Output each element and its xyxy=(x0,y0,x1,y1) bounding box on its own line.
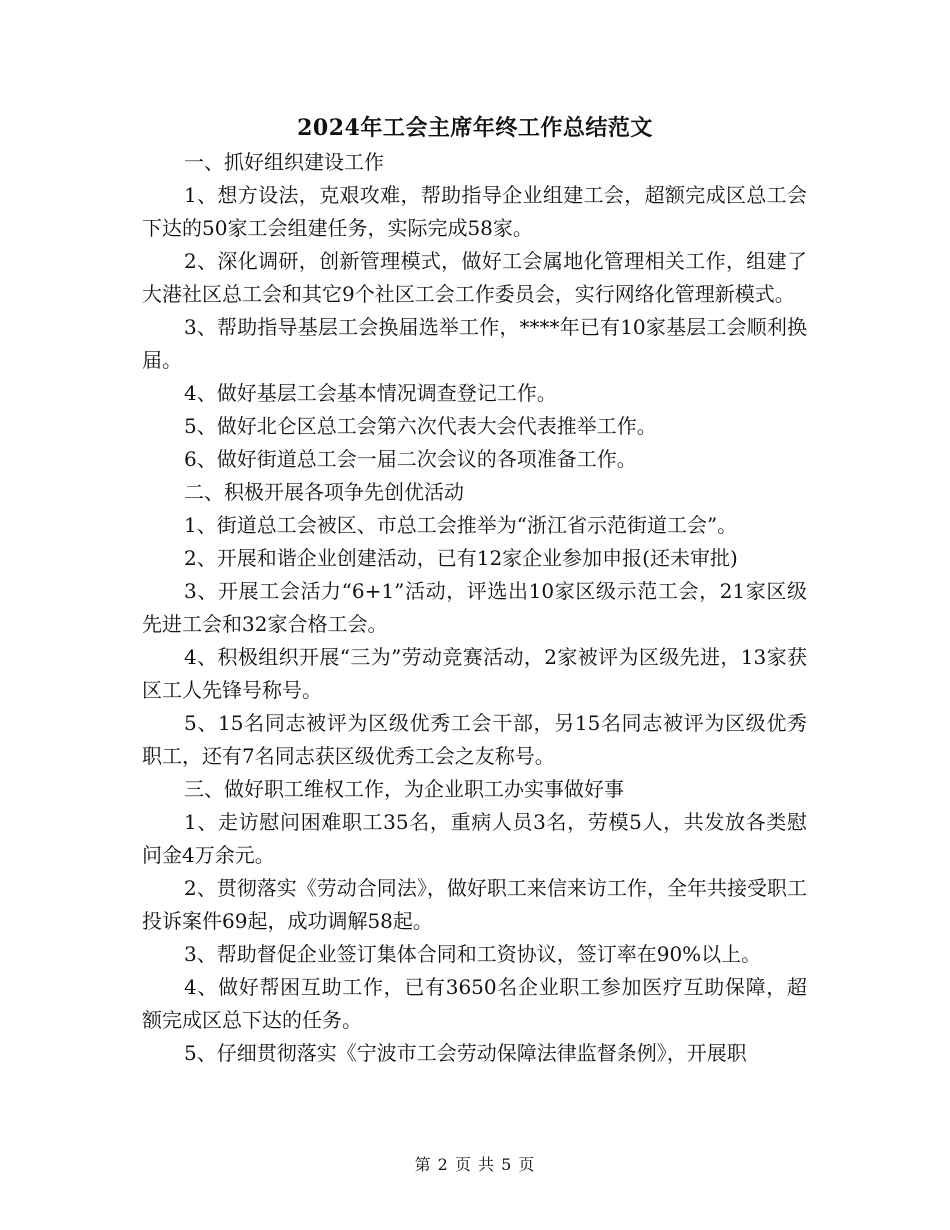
section-heading-2: 二、积极开展各项争先创优活动 xyxy=(184,480,464,504)
document-title: 2024年工会主席年终工作总结范文 xyxy=(297,115,653,141)
paragraph: 3、开展工会活力“6+1”活动，评选出10家区级示范工会，21家区级先进工会和32家合格工会。 xyxy=(142,579,807,636)
section-heading-1: 一、抓好组织建设工作 xyxy=(184,150,384,174)
paragraph: 3、帮助督促企业签订集体合同和工资协议，签订率在90%以上。 xyxy=(184,942,762,966)
paragraph: 5、做好北仑区总工会第六次代表大会代表推举工作。 xyxy=(184,414,657,438)
page-number-footer: 第 2 页 共 5 页 xyxy=(414,1155,536,1174)
paragraph: 1、走访慰问困难职工35名，重病人员3名，劳模5人，共发放各类慰问金4万余元。 xyxy=(142,810,807,867)
paragraph: 1、想方设法，克艰攻难，帮助指导企业组建工会，超额完成区总工会下达的50家工会组建任务，实际完成58家。 xyxy=(142,183,807,240)
paragraph: 6、做好街道总工会一届二次会议的各项准备工作。 xyxy=(184,447,637,471)
paragraph: 5、15名同志被评为区级优秀工会干部，另15名同志被评为区级优秀职工，还有7名同志获区级优秀工会之友称号。 xyxy=(142,711,807,768)
document-body xyxy=(142,146,807,1070)
paragraph: 4、做好帮困互助工作，已有3650名企业职工参加医疗互助保障，超额完成区总下达的任务。 xyxy=(142,975,807,1032)
paragraph: 5、仔细贯彻落实《宁波市工会劳动保障法律监督条例》，开展职 xyxy=(184,1041,747,1065)
paragraph: 3、帮助指导基层工会换届选举工作，****年已有10家基层工会顺利换届。 xyxy=(142,315,807,372)
paragraph: 4、做好基层工会基本情况调查登记工作。 xyxy=(184,381,557,405)
paragraph: 2、深化调研，创新管理模式，做好工会属地化管理相关工作，组建了大港社区总工会和其它9个社区工会工作委员会，实行网络化管理新模式。 xyxy=(142,249,807,306)
section-heading-3: 三、做好职工维权工作，为企业职工办实事做好事 xyxy=(184,777,624,801)
paragraph: 2、开展和谐企业创建活动，已有12家企业参加申报(还未审批) xyxy=(184,546,738,570)
paragraph: 2、贯彻落实《劳动合同法》，做好职工来信来访工作，全年共接受职工投诉案件69起，成功调解58起。 xyxy=(142,876,807,933)
paragraph: 4、积极组织开展“三为”劳动竞赛活动，2家被评为区级先进，13家获区工人先锋号称号。 xyxy=(142,645,807,702)
paragraph: 1、街道总工会被区、市总工会推举为“浙江省示范街道工会”。 xyxy=(184,513,738,537)
